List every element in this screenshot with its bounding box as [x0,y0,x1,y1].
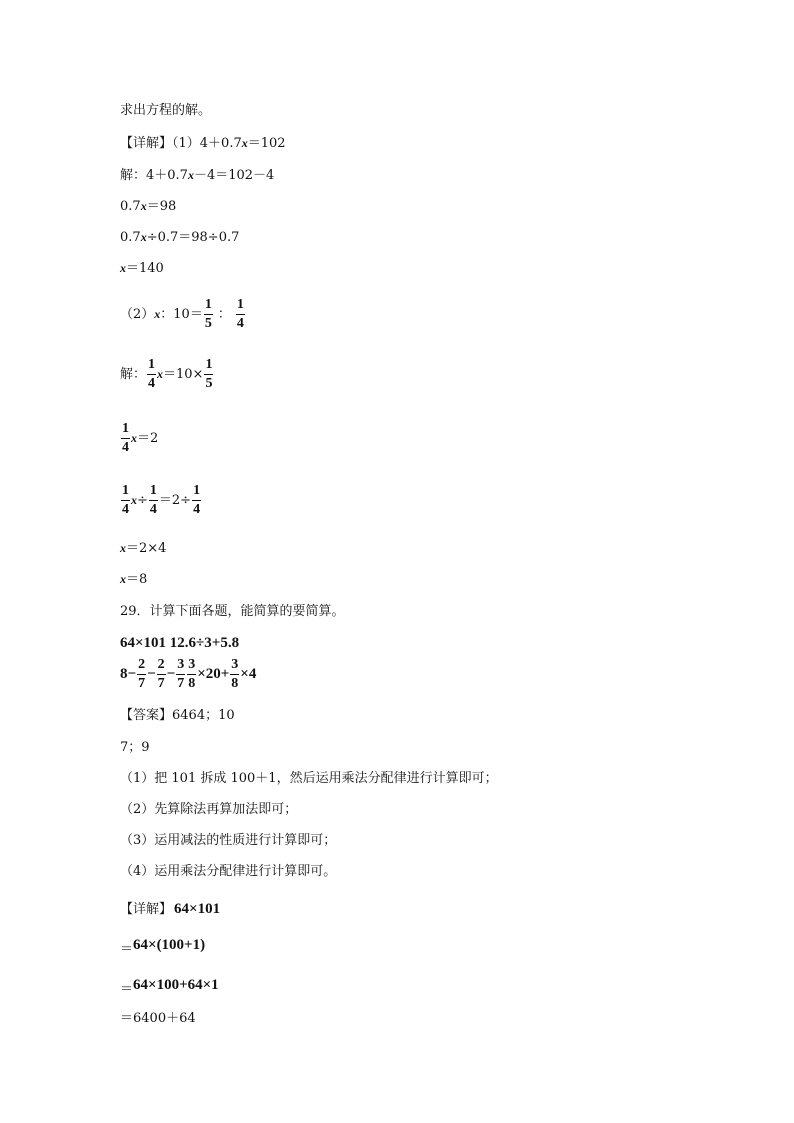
numerator: 2 [138,657,146,672]
numerator: 1 [193,483,201,498]
line-solve-1 [120,169,274,182]
expr-b: ＝102 [247,136,286,151]
denominator: 7 [177,676,185,691]
line-step-2 [120,200,176,213]
expr-b: ＝98 [146,199,177,214]
fraction-bar [230,674,239,675]
numerator: 3 [188,657,196,672]
numerator: 1 [148,357,156,372]
fraction [121,484,130,517]
var-x: x [140,199,147,213]
numerator: 1 [149,483,157,498]
expr-b: ×20+ [197,665,230,682]
expr-b: ÷0.7＝98÷0.7 [146,230,240,245]
line-step-4 [120,422,158,455]
numerator: 3 [177,657,185,672]
numerator: 1 [236,297,244,312]
expr-a: 解：4＋0.7 [120,168,188,183]
expr-b: ＝2÷ [158,493,192,508]
detail-line-1 [120,902,220,917]
fraction-bar [137,674,146,675]
line-step-5 [120,484,202,517]
denominator: 4 [148,376,156,391]
detail-tag: 【详解】 [120,902,173,917]
expr-b: ＝8 [126,572,148,587]
denominator: 7 [157,676,165,691]
fraction-bar [204,374,213,375]
expr-a: 0.7 [120,199,141,214]
ratio-sign: ： [217,307,231,322]
fraction [204,298,213,331]
detail-line-2 [120,938,205,956]
line-part-2 [120,298,246,331]
fraction [236,298,245,331]
fraction [157,658,166,691]
expr-a: （1）4＋0.7 [172,136,242,151]
expr-b: ＝2×4 [126,541,167,556]
line-result-1 [120,262,164,275]
minus-sign: − [166,665,176,682]
expr-a: 8− [120,665,137,682]
var-x: x [140,230,147,244]
line-step-6 [120,542,166,555]
line-solve-2 [120,358,214,391]
var-x: x [154,307,161,321]
numerator: 1 [122,483,129,498]
expr-b: ＝10× [163,367,204,382]
expr-a: 0.7 [120,230,141,245]
denominator: 5 [205,376,213,391]
fraction-bar [204,314,213,315]
var-x: x [187,168,194,182]
numerator: 1 [205,357,213,372]
fraction [147,358,156,391]
expressions-line-1: 64×101 12.6÷3+5.8 [120,635,240,651]
divide-sign: ÷ [137,493,148,508]
var-x: x [131,431,137,445]
expr-b: －4＝102－4 [193,168,275,183]
line-result-2 [120,573,147,586]
fraction [121,422,130,455]
hint-3: （3）运用减法的性质进行计算即可； [120,833,337,848]
denominator: 8 [188,676,196,691]
fraction [230,658,239,691]
detail-line-4: ＝6400＋64 [120,1011,196,1026]
numerator: 3 [231,657,239,672]
fraction [192,484,201,517]
denominator: 4 [122,502,129,517]
var-x: x [131,493,137,507]
fraction [149,484,158,517]
var-x: x [120,261,126,275]
answer-line-1 [120,709,235,722]
expr-b: ＝140 [126,261,164,276]
denominator: 4 [236,316,244,331]
hint-2: （2）先算除法再算加法即可； [120,802,298,817]
denominator: 5 [204,316,212,331]
denominator: 4 [149,502,157,517]
equals-sign: ＝ [120,982,134,997]
fraction-bar [121,438,130,439]
fraction-bar [187,674,196,675]
expr-b: ：10＝ [160,307,203,322]
var-x: x [157,367,164,381]
fraction-bar [192,500,201,501]
expr-a: 解： [120,367,147,382]
answer-values: 6464；10 [172,708,235,723]
denominator: 4 [122,440,129,455]
numerator: 2 [157,657,165,672]
fraction [187,658,196,691]
var-x: x [241,136,248,150]
var-x: x [120,572,126,586]
expressions-line-2 [120,658,256,691]
detail-expr: 64×101 [174,901,221,917]
detail-tag: 【详解】 [120,136,173,151]
minus-sign: − [147,665,156,682]
numerator: 1 [204,297,212,312]
detail-line-3 [120,978,219,996]
question-29: 29．计算下面各题，能简算的要简算。 [120,604,345,619]
line-intro: 求出方程的解。 [120,103,212,118]
fraction-bar [147,374,156,375]
denominator: 8 [231,676,239,691]
fraction-bar [121,500,130,501]
hint-4: （4）运用乘法分配律进行计算即可。 [120,864,337,879]
numerator: 1 [122,421,129,436]
detail-expr: 64×(100+1) [133,937,206,953]
denominator: 7 [138,676,146,691]
expr-c: ×4 [240,665,257,682]
fraction-bar [157,674,166,675]
fraction [137,658,146,691]
expr-b: ＝2 [137,431,159,446]
denominator: 4 [193,502,201,517]
answer-line-2: 7；9 [120,740,150,755]
line-step-3 [120,231,239,244]
line-detail-1 [120,137,286,150]
var-x: x [120,541,126,555]
answer-tag: 【答案】 [120,708,173,723]
fraction [204,358,213,391]
hint-1: （1）把 101 拆成 100＋1，然后运用乘法分配律进行计算即可； [120,771,498,786]
fraction-bar [236,314,245,315]
fraction-bar [176,674,185,675]
equals-sign: ＝ [120,942,134,957]
detail-expr: 64×100+64×1 [133,977,219,993]
fraction-bar [149,500,158,501]
expr-a: （2） [120,307,155,322]
fraction [176,658,185,691]
